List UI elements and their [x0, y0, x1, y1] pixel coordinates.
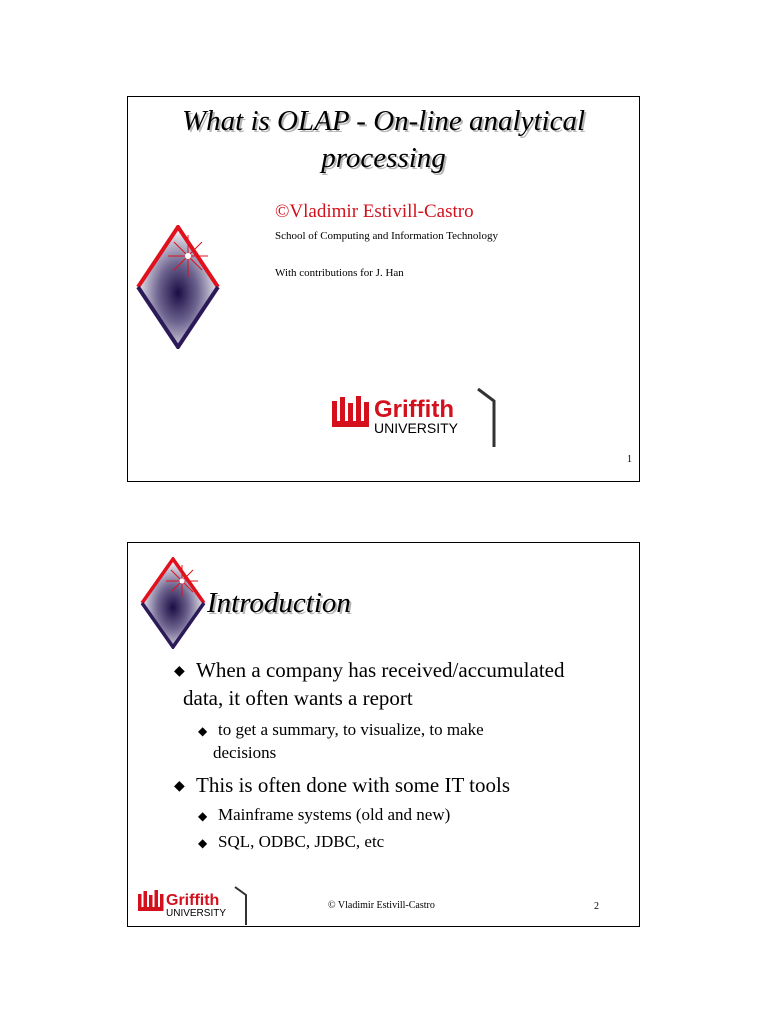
page-number: 2 [594, 901, 599, 912]
diamond-logo-icon [136, 225, 220, 349]
footer-text: © Vladimir Estivill-Castro [328, 900, 435, 911]
logo-name-text: Griffith [166, 892, 220, 909]
diamond-logo-icon [140, 557, 206, 649]
title-line-1: What is OLAP - On-line analytical [182, 105, 585, 137]
griffith-logo-icon [136, 885, 252, 925]
bullet-1-line-1: When a company has received/accumulated [196, 658, 565, 682]
griffith-logo-icon [328, 387, 503, 449]
page-number: 1 [627, 454, 632, 465]
title-line-2: processing [321, 142, 446, 174]
bullet-diamond-icon: ◆ [174, 664, 185, 679]
slide-title [128, 103, 639, 177]
author-name: ©Vladimir Estivill-Castro [275, 201, 474, 222]
bullet-diamond-icon: ◆ [198, 836, 208, 850]
slide-2 [127, 542, 640, 927]
bullet-diamond-icon: ◆ [198, 809, 208, 823]
logo-sub-text: UNIVERSITY [374, 420, 459, 436]
bullet-diamond-icon: ◆ [174, 779, 185, 794]
logo-sub-text: UNIVERSITY [166, 908, 227, 919]
contributions-note: With contributions for J. Han [275, 267, 404, 279]
logo-name-text: Griffith [374, 396, 454, 423]
sub-bullet-1-line-1: to get a summary, to visualize, to make [218, 720, 484, 739]
bullet-2-line-1: This is often done with some IT tools [196, 773, 511, 797]
sub-bullet-1-line-2: decisions [213, 743, 277, 762]
slide-title: Introduction [207, 587, 351, 619]
bullet-1-line-2: data, it often wants a report [183, 686, 413, 710]
slide-1 [127, 96, 640, 482]
sub-bullet-2-line-1: Mainframe systems (old and new) [218, 805, 451, 824]
bullet-diamond-icon: ◆ [198, 724, 208, 738]
school-name: School of Computing and Information Technology [275, 230, 498, 242]
sub-bullet-3-line-1: SQL, ODBC, JDBC, etc [218, 832, 385, 851]
